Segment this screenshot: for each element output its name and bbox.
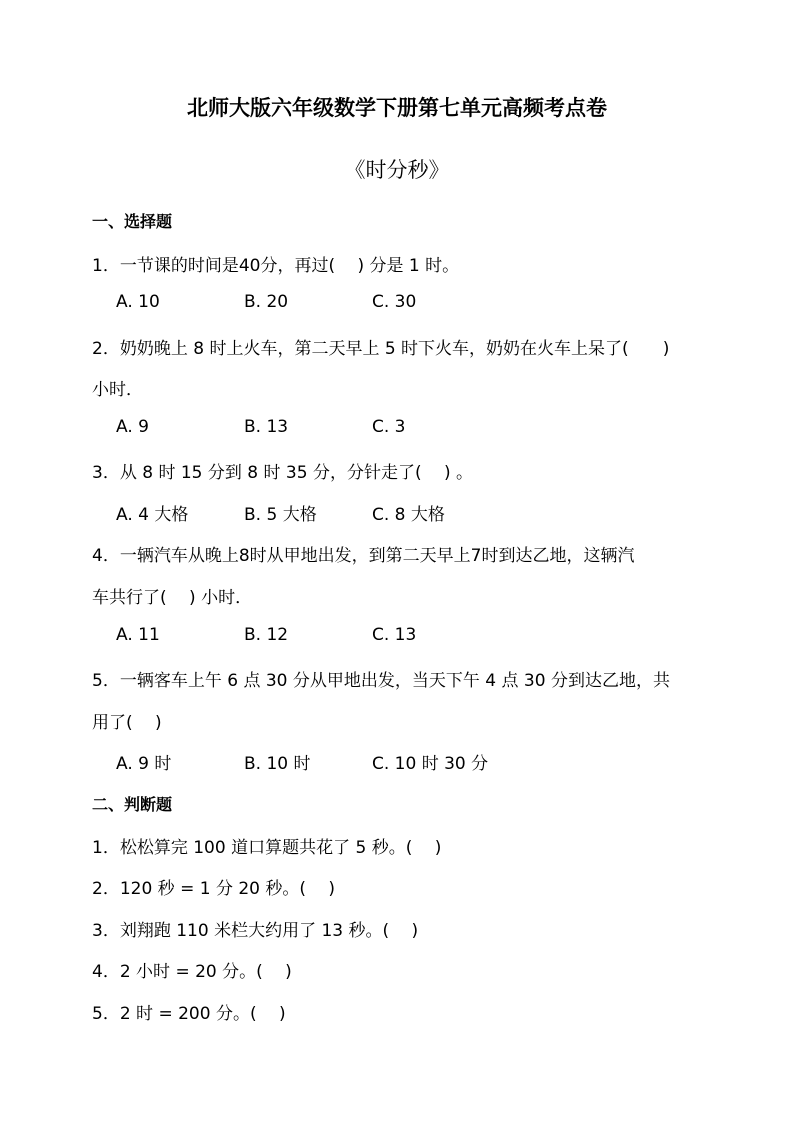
section-heading-judge: 二、判断题 xyxy=(92,795,173,814)
question-3-text: 3．从 8 时 15 分到 8 时 35 分，分针走了( ) 。 xyxy=(92,463,474,483)
question-1-option-c: C. 30 xyxy=(372,292,417,312)
question-2-text-line2: 小时． xyxy=(92,380,143,400)
question-3-option-c: C. 8 大格 xyxy=(372,505,445,525)
question-4-option-a: A. 11 xyxy=(116,625,160,645)
page-subtitle: 《时分秒》 xyxy=(344,158,450,182)
question-4-option-c: C. 13 xyxy=(372,625,417,645)
question-5-text-line1: 5．一辆客车上午 6 点 30 分从甲地出发，当天下午 4 点 30 分到达乙地，共 xyxy=(92,671,670,691)
question-4-text-line1: 4．一辆汽车从晚上8时从甲地出发，到第二天早上7时到达乙地，这辆汽 xyxy=(92,546,635,566)
question-1-option-b: B. 20 xyxy=(244,292,289,312)
judge-item-4: 4．2 小时 = 20 分。( ) xyxy=(92,962,292,982)
judge-item-3: 3．刘翔跑 110 米栏大约用了 13 秒。( ) xyxy=(92,921,419,941)
question-5-option-c: C. 10 时 30 分 xyxy=(372,754,489,774)
question-2-option-b: B. 13 xyxy=(244,417,289,437)
judge-item-2: 2．120 秒 = 1 分 20 秒。( ) xyxy=(92,879,336,899)
judge-item-1: 1．松松算完 100 道口算题共花了 5 秒。( ) xyxy=(92,838,442,858)
question-5-text-line2: 用了( ) xyxy=(92,713,162,733)
question-2-option-c: C. 3 xyxy=(372,417,406,437)
judge-item-5: 5．2 时 = 200 分。( ) xyxy=(92,1004,286,1024)
question-5-option-b: B. 10 时 xyxy=(244,754,311,774)
question-3-option-b: B. 5 大格 xyxy=(244,505,317,525)
page-title: 北师大版六年级数学下册第七单元高频考点卷 xyxy=(187,95,607,120)
question-2-option-a: A. 9 xyxy=(116,417,149,437)
question-4-text-line2: 车共行了( ) 小时． xyxy=(92,588,253,608)
question-5-option-a: A. 9 时 xyxy=(116,754,172,774)
question-2-text-line1: 2．奶奶晚上 8 时上火车，第二天早上 5 时下火车，奶奶在火车上呆了( ) xyxy=(92,339,670,359)
question-3-option-a: A. 4 大格 xyxy=(116,505,189,525)
section-heading-choice: 一、选择题 xyxy=(92,212,173,231)
question-1-text: 1．一节课的时间是40分，再过( ) 分是 1 时。 xyxy=(92,256,460,276)
question-4-option-b: B. 12 xyxy=(244,625,289,645)
question-1-option-a: A. 10 xyxy=(116,292,160,312)
